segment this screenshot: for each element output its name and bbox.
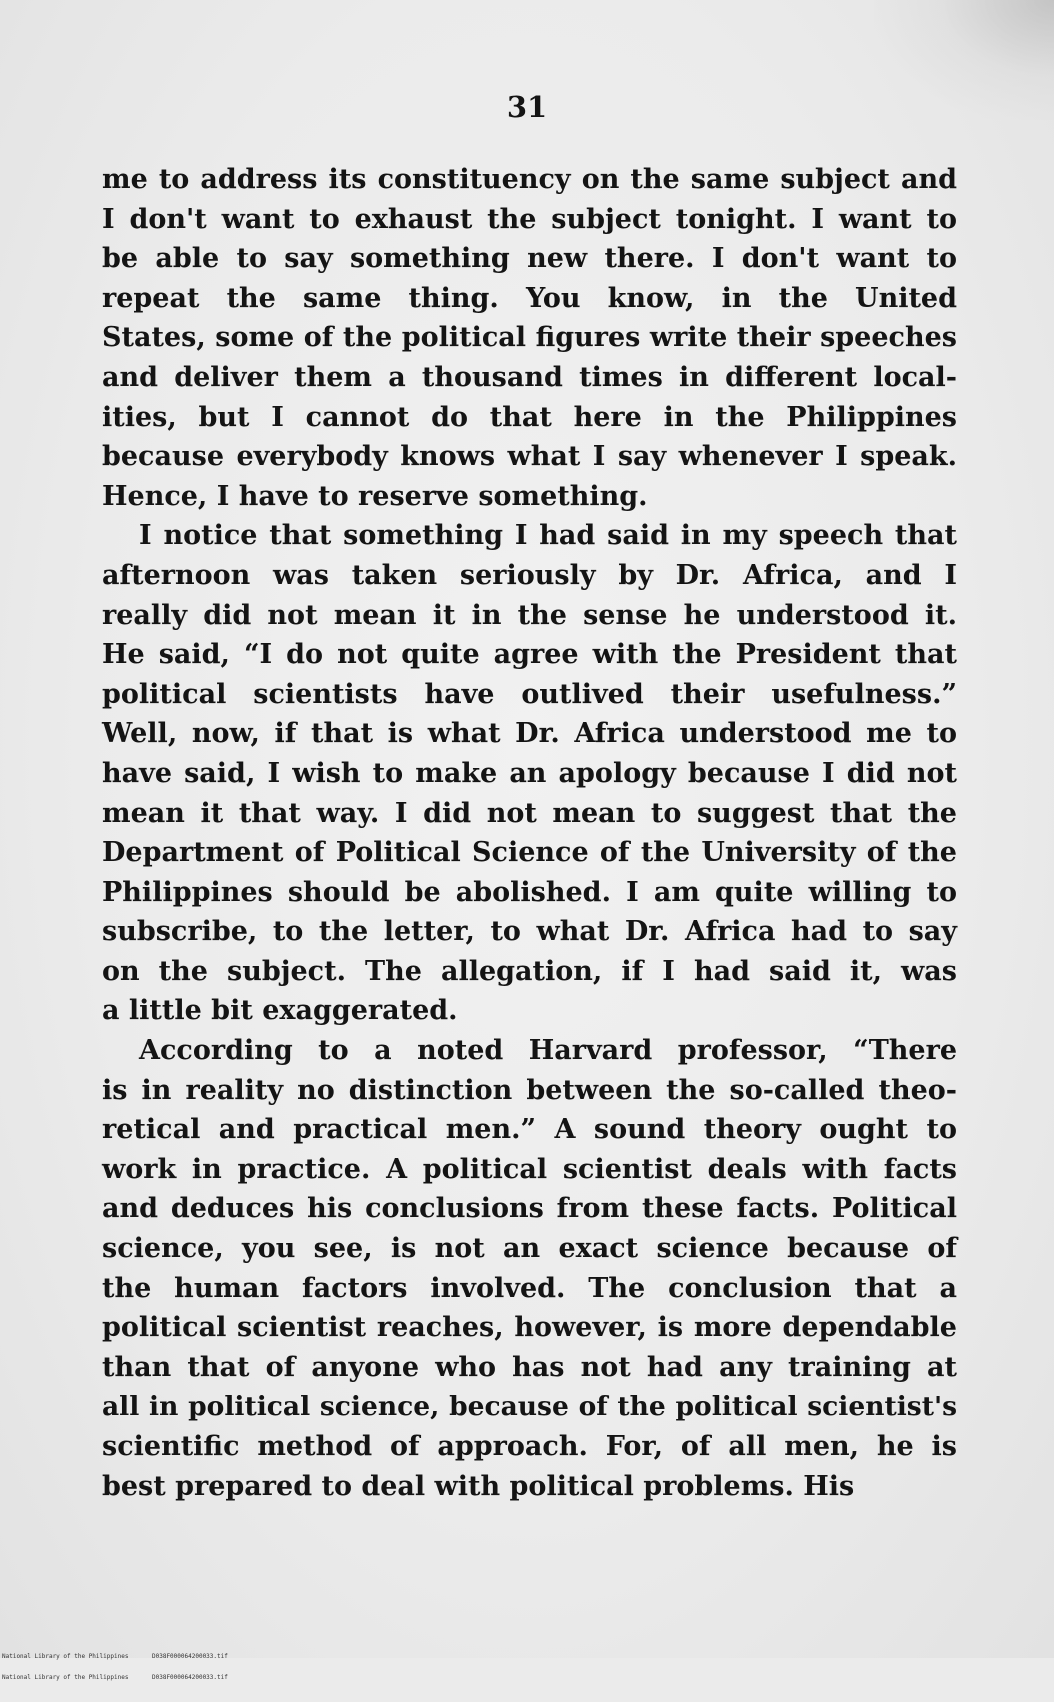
text-line: on the subject. The allegation, if I had said it, was	[102, 955, 957, 987]
text-line: States, some of the political figures write their speeches	[102, 322, 957, 354]
text-line: have said, I wish to make an apology because I did not	[102, 757, 957, 789]
scan-footer	[2, 1639, 228, 1702]
text-line: the human factors involved. The conclusion that a	[102, 1272, 957, 1304]
text-line: me to address its constituency on the same subject and	[102, 164, 957, 195]
library-credit-2: National Library of the Philippines	[2, 1674, 129, 1681]
text-line: Philippines should be abolished. I am quite willing to	[102, 876, 957, 908]
paragraph	[102, 160, 957, 516]
text-line: ities, but I cannot do that here in the Philippines	[102, 401, 957, 433]
text-line: a little bit exaggerated.	[102, 995, 458, 1027]
file-name-2: D038F000064200033.tif	[152, 1674, 228, 1681]
text-line: retical and practical men.” A sound theory ought to	[102, 1114, 957, 1146]
text-line: According to a noted Harvard professor, “There	[139, 1035, 957, 1067]
text-line: be able to say something new there. I don't want to	[102, 243, 957, 275]
text-line: political scientists have outlived their usefulness.”	[102, 678, 957, 710]
paragraph	[102, 1031, 957, 1506]
text-line: repeat the same thing. You know, in the United	[102, 282, 957, 314]
file-names	[152, 1639, 228, 1695]
text-line: afternoon was taken seriously by Dr. Africa, and I	[102, 559, 957, 591]
text-line: political scientist reaches, however, is more dependable	[102, 1312, 957, 1344]
text-line: all in political science, because of the political scientist's	[102, 1391, 957, 1423]
library-credit-1: National Library of the Philippines	[2, 1653, 129, 1660]
text-line: science, you see, is not an exact science because of	[102, 1233, 957, 1265]
text-line: really did not mean it in the sense he understood it.	[102, 599, 957, 631]
text-line: best prepared to deal with political problems. His	[102, 1470, 855, 1502]
text-line: Hence, I have to reserve something.	[102, 480, 648, 512]
text-line: is in reality no distinction between the so-called theo-	[102, 1074, 957, 1106]
text-line: I notice that something I had said in my speech that	[139, 520, 957, 552]
text-line: work in practice. A political scientist deals with facts	[102, 1153, 957, 1185]
text-line: I don't want to exhaust the subject tonight. I want to	[102, 203, 957, 235]
text-line: scientific method of approach. For, of all men, he is	[102, 1431, 957, 1462]
text-line: He said, “I do not quite agree with the President that	[102, 639, 957, 671]
page-number: 31	[506, 90, 548, 124]
text-line: subscribe, to the letter, to what Dr. Africa had to say	[102, 916, 957, 948]
text-line: Well, now, if that is what Dr. Africa understood me to	[102, 718, 957, 750]
text-line: Department of Political Science of the University of the	[102, 837, 957, 869]
text-line: than that of anyone who has not had any training at	[102, 1351, 957, 1383]
paragraph	[102, 516, 957, 1031]
body-text	[102, 160, 957, 1506]
text-line: because everybody knows what I say whenever I speak.	[102, 441, 957, 473]
text-line: and deliver them a thousand times in different local-	[102, 361, 957, 393]
text-line: mean it that way. I did not mean to suggest that the	[102, 797, 957, 829]
file-name-1: D038F000064200033.tif	[152, 1653, 228, 1660]
text-line: and deduces his conclusions from these facts. Political	[102, 1193, 957, 1225]
